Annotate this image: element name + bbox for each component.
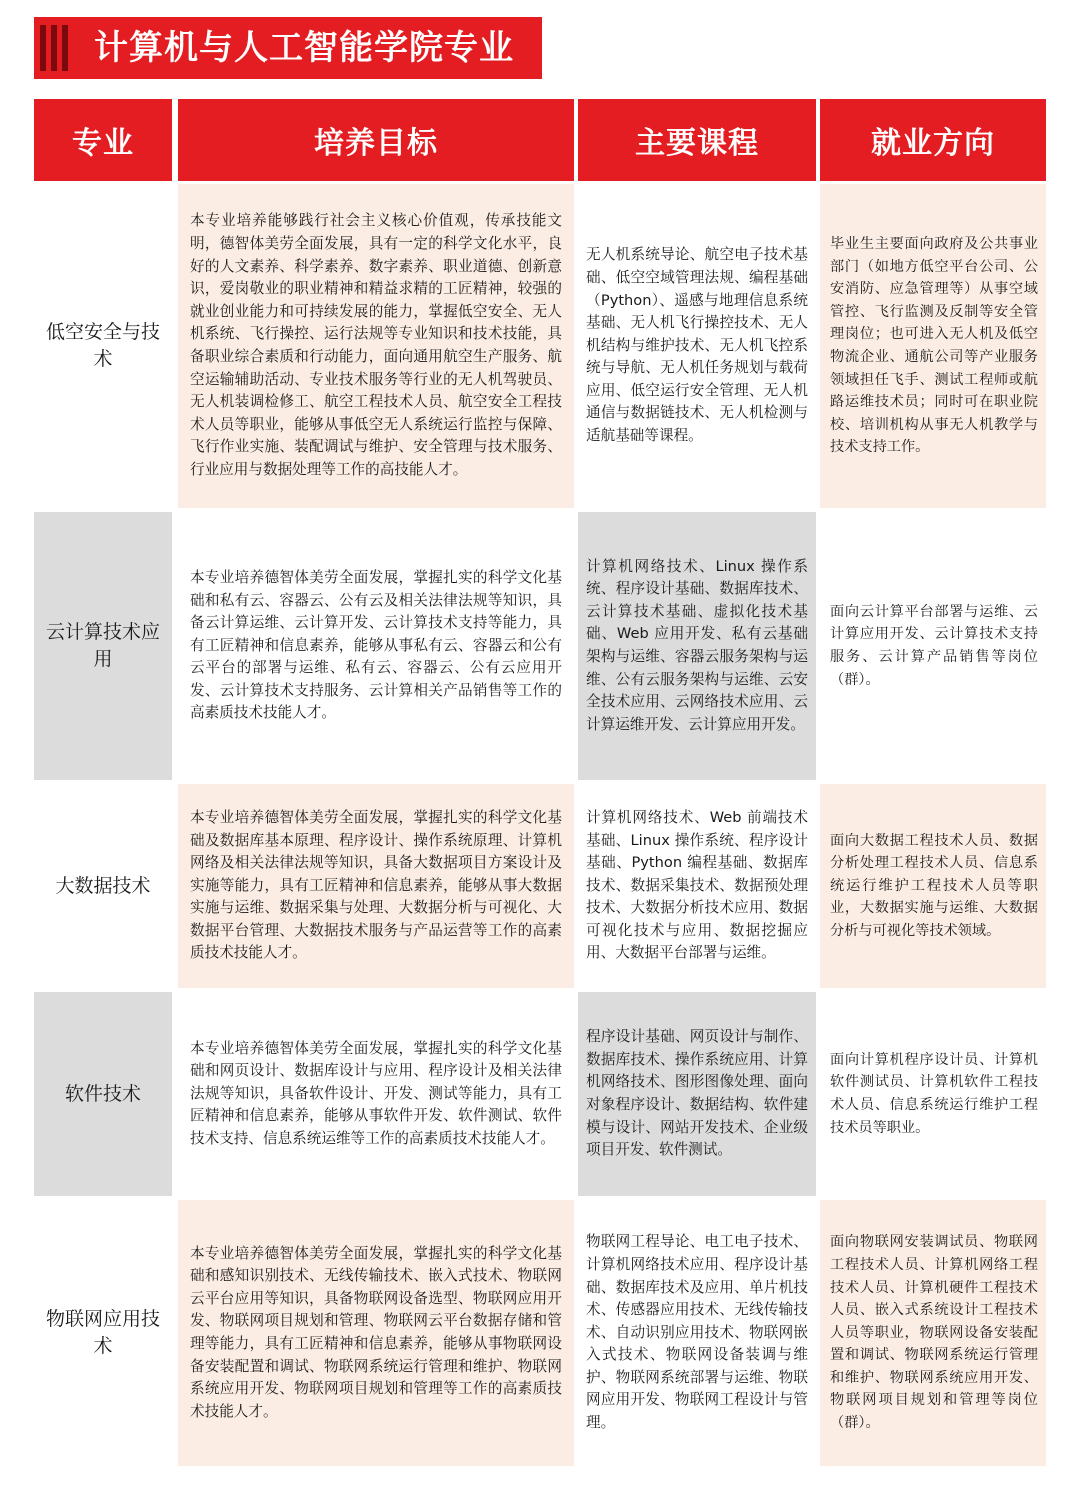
course-cell	[578, 184, 816, 508]
career-text: 毕业生主要面向政府及公共事业部门（如地方低空平台公司、公安消防、应急管理等）从事空域管控、飞行监测及反制等安全管理岗位；也可进入无人机及低空物流企业、通航公司等产业服务领域担任飞手、测试工程师或航路运维技术员；同时可在职业院校、培训机构从事无人机教学与技术支持工作。	[830, 236, 1038, 456]
course-text: 无人机系统导论、航空电子技术基础、低空空域管理法规、编程基础（Python）、遥感与地理信息系统基础、无人机飞行操控技术、无人机结构与维护技术、无人机飞控系统与导航、无人机任务规划与载荷应用、低空运行安全管理、无人机通信与数据链技术、无人机检测与适航基础等课程。	[586, 246, 808, 445]
goal-cell	[178, 184, 574, 508]
major-cell	[34, 1200, 172, 1466]
table-row	[0, 784, 1080, 988]
title-stripes-decoration	[40, 25, 68, 71]
goal-cell	[178, 1200, 574, 1466]
major-cell	[34, 784, 172, 988]
course-text: 计算机网络技术、Web 前端技术基础、Linux 操作系统、程序设计基础、Python 编程基础、数据库技术、数据采集技术、数据预处理技术、大数据分析技术应用、数据可视化技术与应用、数据挖掘应用、大数据平台部署与运维。	[586, 808, 808, 962]
course-cell	[578, 992, 816, 1196]
career-cell	[820, 992, 1046, 1196]
career-text: 面向云计算平台部署与运维、云计算应用开发、云计算技术支持服务、云计算产品销售等岗位（群）。	[830, 603, 1038, 688]
course-cell	[578, 512, 816, 780]
course-cell	[578, 1200, 816, 1466]
header-career: 就业方向	[820, 99, 1046, 181]
header-major: 专业	[34, 99, 172, 181]
goal-text: 本专业培养能够践行社会主义核心价值观，传承技能文明，德智体美劳全面发展，具有一定的科学文化水平，良好的人文素养、科学素养、数字素养、职业道德、创新意识，爱岗敬业的职业精神和精益求精的工匠精神，较强的就业创业能力和可持续发展的能力，掌握低空安全、无人机系统、飞行操控、运行法规等专业知识和技术技能，具备职业综合素质和行动能力，面向通用航空生产服务、航空运输辅助活动、专业技术服务等行业的无人机驾驶员、无人机装调检修工、航空工程技术人员、航空安全工程技术人员等职业，能够从事低空无人系统运行监控与保障、飞行作业实施、装配调试与维护、安全管理与技术服务、行业应用与数据处理等工作的高技能人才。	[190, 212, 562, 478]
career-text: 面向大数据工程技术人员、数据分析处理工程技术人员、信息系统运行维护工程技术人员等职业，大数据实施与运维、大数据分析与可视化等技术领域。	[830, 832, 1038, 939]
goal-cell	[178, 992, 574, 1196]
goal-text: 本专业培养德智体美劳全面发展，掌握扎实的科学文化基础和感知识别技术、无线传输技术、嵌入式技术、物联网云平台应用等知识，具备物联网设备选型、物联网应用开发、物联网项目规划和管理、物联网云平台数据存储和管理等能力，具有工匠精神和信息素养，能够从事物联网设备安装配置和调试、物联网系统运行管理和维护、物联网系统应用开发、物联网项目规划和管理等工作的高素质技术技能人才。	[190, 1244, 562, 1420]
table-row	[0, 184, 1080, 508]
goal-cell	[178, 784, 574, 988]
table-row	[0, 992, 1080, 1196]
header-goal: 培养目标	[178, 99, 574, 181]
course-cell	[578, 784, 816, 988]
course-text: 物联网工程导论、电工电子技术、计算机网络技术应用、程序设计基础、数据库技术及应用、单片机技术、传感器应用技术、无线传输技术、自动识别应用技术、物联网嵌入式技术、物联网设备装调与维护、物联网系统部署与运维、物联网应用开发、物联网工程设计与管理。	[586, 1233, 808, 1432]
major-name: 低空安全与技术	[46, 321, 161, 370]
course-text: 程序设计基础、网页设计与制作、数据库技术、操作系统应用、计算机网络技术、图形图像处理、面向对象程序设计、数据结构、软件建模与设计、网站开发技术、企业级项目开发、软件测试。	[586, 1028, 808, 1159]
career-cell	[820, 784, 1046, 988]
career-cell	[820, 512, 1046, 780]
career-cell	[820, 1200, 1046, 1466]
course-text: 计算机网络技术、Linux 操作系统、程序设计基础、数据库技术、云计算技术基础、虚拟化技术基础、Web 应用开发、私有云基础架构与运维、容器云服务架构与运维、公有云服务架构与运维、云安全技术应用、云网络技术应用、云计算运维开发、云计算应用开发。	[586, 557, 808, 733]
title-banner	[34, 17, 542, 79]
table-row	[0, 1200, 1080, 1466]
major-name: 软件技术	[64, 1082, 141, 1105]
career-text: 面向物联网安装调试员、物联网工程技术人员、计算机网络工程技术人员、计算机硬件工程技术人员、嵌入式系统设计工程技术人员等职业，物联网设备安装配置和调试、物联网系统运行管理和维护、物联网系统应用开发、物联网项目规划和管理等岗位（群）。	[830, 1234, 1038, 1432]
header-course: 主要课程	[578, 99, 816, 181]
goal-cell	[178, 512, 574, 780]
goal-text: 本专业培养德智体美劳全面发展，掌握扎实的科学文化基础及数据库基本原理、程序设计、操作系统原理、计算机网络及相关法律法规等知识，具备大数据项目方案设计及实施等能力，具有工匠精神和信息素养，能够从事大数据实施与运维、数据采集与处理、大数据分析与可视化、大数据平台管理、大数据技术服务与产品运营等工作的高素质技术技能人才。	[190, 808, 562, 962]
goal-text: 本专业培养德智体美劳全面发展，掌握扎实的科学文化基础和私有云、容器云、公有云及相关法律法规等知识，具备云计算运维、云计算开发、云计算技术支持等能力，具有工匠精神和信息素养，能够从事私有云、容器云和公有云平台的部署与运维、私有云、容器云、公有云应用开发、云计算技术支持服务、云计算相关产品销售等工作的高素质技术技能人才。	[190, 568, 562, 722]
major-name: 大数据技术	[55, 874, 151, 897]
table-row	[0, 512, 1080, 780]
career-text: 面向计算机程序设计员、计算机软件测试员、计算机软件工程技术人员、信息系统运行维护工程技术员等职业。	[830, 1051, 1038, 1136]
major-cell	[34, 184, 172, 508]
page-title: 计算机与人工智能学院专业	[94, 28, 514, 68]
goal-text: 本专业培养德智体美劳全面发展，掌握扎实的科学文化基础和网页设计、数据库设计与应用、程序设计及相关法律法规等知识，具备软件设计、开发、测试等能力，具有工匠精神和信息素养，能够从事软件开发、软件测试、软件技术支持、信息系统运维等工作的高素质技术技能人才。	[190, 1039, 562, 1147]
major-name: 物联网应用技术	[46, 1308, 161, 1357]
major-name: 云计算技术应用	[46, 621, 161, 670]
career-cell	[820, 184, 1046, 508]
major-cell	[34, 512, 172, 780]
major-cell	[34, 992, 172, 1196]
